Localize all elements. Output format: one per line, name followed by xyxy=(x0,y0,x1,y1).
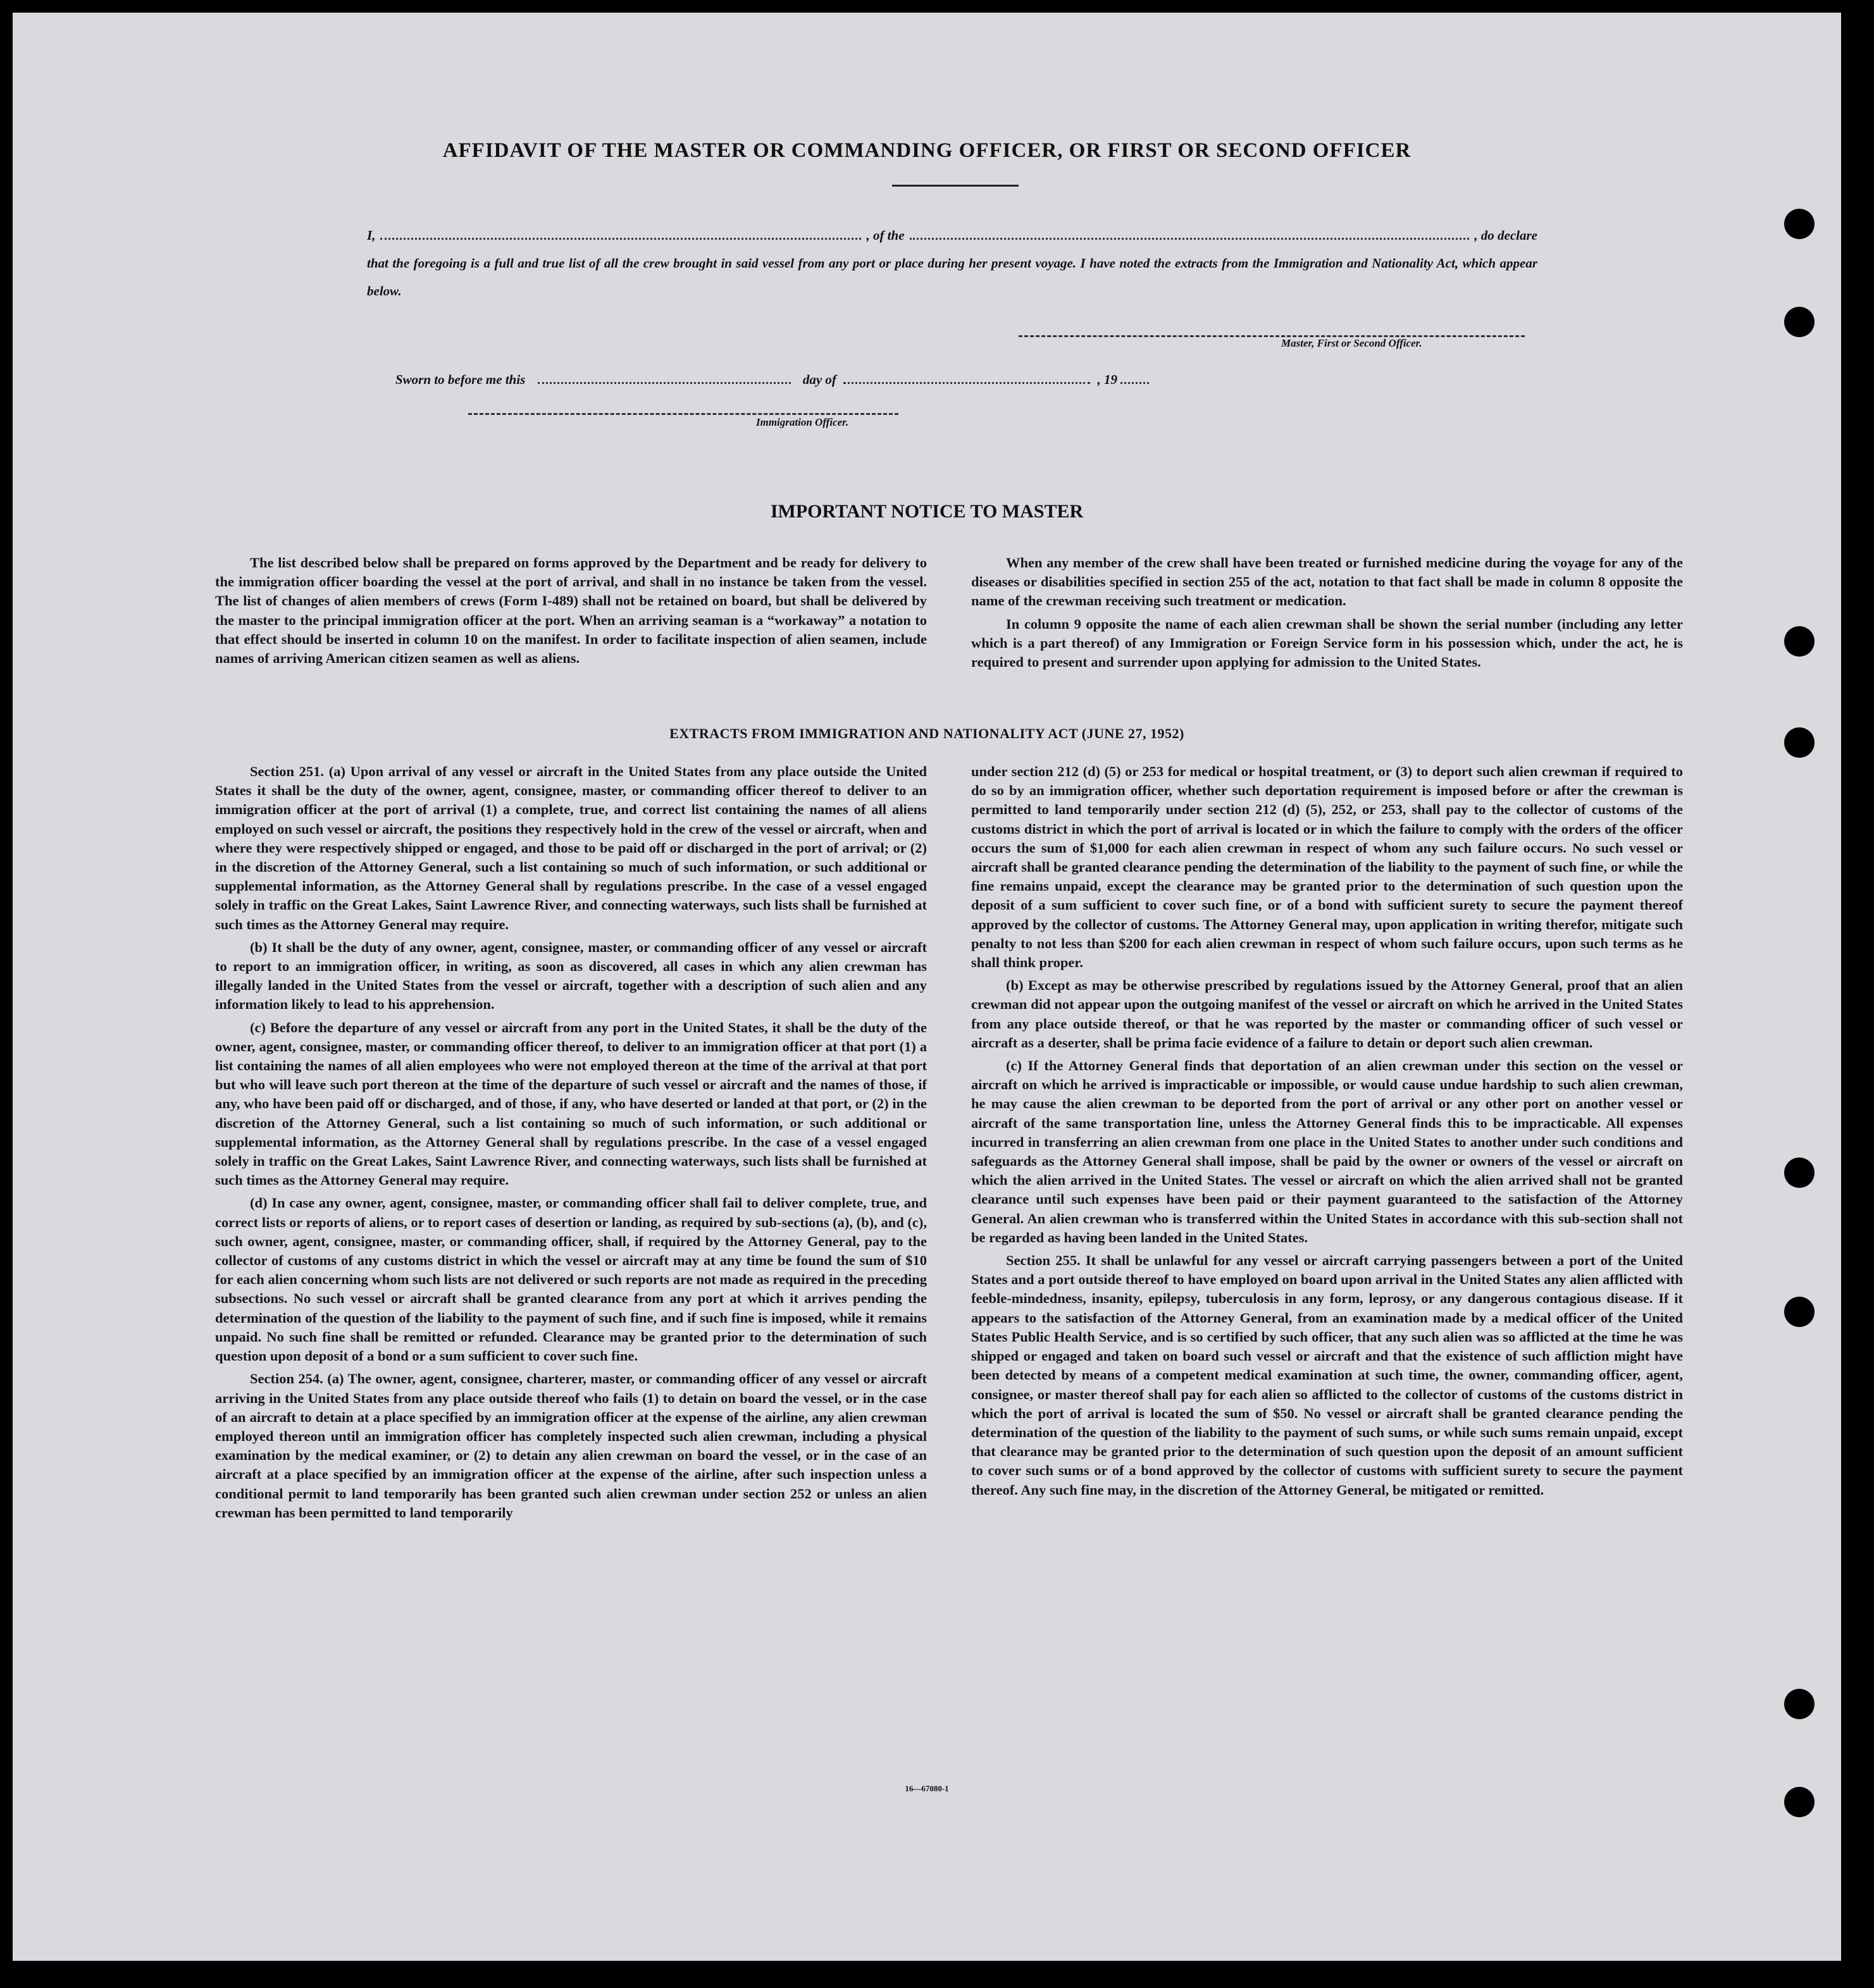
vessel-name-field[interactable] xyxy=(910,223,1470,240)
declaration-text: that the foregoing is a full and true list of all the crew brought in said vessel from any port or place during her present voyage. I have noted the extracts from the Immigration and Nationality Act, which appear below. xyxy=(367,256,1537,299)
notice-left-paragraph: The list described below shall be prepared on forms approved by the Department and be ready for delivery to the immigration officer boarding the vessel at the port of arrival, and shall in no instance be taken from the vessel. The list of changes of alien members of crews (Form I-489) shall not be retained on board, but shall be delivered by the master to the principal immigration officer at the port. When an arriving seaman is a “workaway” a notation to that effect should be inserted in column 10 on the manifest. In order to facilitate inspection of alien seamen, include names of arriving American citizen seamen as well as aliens. xyxy=(215,555,927,667)
section-254-a: Section 254. (a) The owner, agent, consignee, charterer, master, or commanding officer of any vessel or aircraft arriving in the United States from any place outside thereof who fails (1) to detain on board the vessel, or in the case of an aircraft to detain at a place specified by an immigration officer at the expense of the airline, any alien crewman employed thereon until an immigration officer has completely inspected such alien crewman, including a physical examination by the medical examiner, or (2) to detain any alien crewman on board the vessel, or in the case of an aircraft at a place specified by an immigration officer at the expense of the airline, after such inspection unless a conditional permit to land temporarily has been granted such alien crewman under section 252 or unless an alien crewman has been permitted to land temporarily xyxy=(215,1371,927,1521)
notice-title: IMPORTANT NOTICE TO MASTER xyxy=(770,501,1084,522)
notice-left-column xyxy=(215,553,927,672)
sworn-day-field[interactable] xyxy=(538,367,791,384)
punch-hole xyxy=(1784,1689,1815,1719)
sworn-year-field[interactable] xyxy=(1120,367,1149,384)
punch-hole xyxy=(1784,209,1815,239)
do-declare-label: , do declare xyxy=(1474,228,1537,243)
declarant-name-field[interactable] xyxy=(380,223,861,240)
section-255: Section 255. It shall be unlawful for any vessel or aircraft carrying passengers between a port of the United States and a port outside thereof to have employed on board upon arrival in the United States any alien afflicted with feeble-mindedness, insanity, epilepsy, tuberculosis in any form, leprosy, or any dangerous contagious disease. If it appears to the satisfaction of the Attorney General, from an examination made by a medical officer of the United States Public Health Service, and is so certified by such officer, that any such alien was so afflicted at the time he was shipped or engaged and taken on board such vessel or aircraft and that the existence of such affliction might have been detected by means of a competent medical examination at such time, the owner, commanding officer, agent, consignee, or master thereof shall pay for each alien so afflicted to the collector of customs of the customs district in which the port of arrival is located the sum of $50. No vessel or aircraft shall be granted clearance pending the determination of the question of the liability to the payment of such sums, or while such sums remain unpaid, except that clearance may be granted prior to the determination of such question upon the deposit of an amount sufficient to cover such sums or of a bond approved by the collector of customs with sufficient surety to secure the payment thereof. Any such fine may, in the discretion of the Attorney General, be mitigated or remitted. xyxy=(971,1252,1683,1498)
extracts-left-column xyxy=(215,762,927,1526)
extracts-right-column xyxy=(971,762,1683,1503)
i-label: I, xyxy=(367,228,376,243)
officer-signature-field[interactable] xyxy=(468,412,898,415)
punch-hole xyxy=(1784,307,1815,337)
affidavit-title: AFFIDAVIT OF THE MASTER OR COMMANDING OFFICER, OR FIRST OR SECOND OFFICER xyxy=(442,139,1412,162)
master-signature-label: Master, First or Second Officer. xyxy=(1281,337,1422,349)
declarant-row xyxy=(367,221,1537,249)
master-signature-field[interactable] xyxy=(1019,334,1525,337)
section-254-b: (b) Except as may be otherwise prescribed by regulations issued by the Attorney General, proof that an alien crewman did not appear upon the outgoing manifest of the vessel or aircraft on which he arrived in the United States from any place outside thereof, or that he was reported by the master or commanding officer of such vessel or aircraft as a deserter, shall be prima facie evidence of a failure to detain or deport such alien crewman. xyxy=(971,977,1683,1051)
punch-hole xyxy=(1784,626,1815,657)
punch-hole xyxy=(1784,1297,1815,1327)
sworn-month-field[interactable] xyxy=(843,367,1090,384)
section-254-a-continued: under section 212 (d) (5) or 253 for medical or hospital treatment, or (3) to deport such alien crewman if required to do so by an immigration officer, whether such deportation requirement is imposed before or after the crewman is permitted to land temporarily under section 212 (d) (5), 252, or 253, shall pay to the collector of customs of the customs district in which the port of arrival is located or in which the failure to comply with the orders of the officer occurs the sum of $1,000 for each alien crewman in respect of whom any such failure occurs. No such vessel or aircraft shall be granted clearance pending the determination of the liability to the payment of such fine, or while the fine remains unpaid, except the clearance may be granted prior to the determination of such question upon the deposit of a sum sufficient to cover such fine, or of a bond with sufficient surety to secure the payment thereof approved by the collector of customs. The Attorney General may, upon application in writing therefor, mitigate such penalty to not less than $200 for each alien crewman in respect of whom such failure occurs, upon such terms as he shall think proper. xyxy=(971,763,1683,971)
of-the-label: , of the xyxy=(866,228,905,243)
section-251-b: (b) It shall be the duty of any owner, agent, consignee, master, or commanding officer of any vessel or aircraft to report to an immigration officer, in writing, as soon as discovered, all cases in which any alien crewman has illegally landed in the United States from the vessel or aircraft, together with a description of such alien and any information likely to lead to his apprehension. xyxy=(215,939,927,1013)
sworn-day-of-label: day of xyxy=(802,372,836,387)
affidavit-block xyxy=(367,221,1537,305)
notice-right-paragraph-2: In column 9 opposite the name of each alien crewman shall be shown the serial number (including any letter which is a part thereof) of any Immigration or Foreign Service form in his possession which, under the act, he is required to present and surrender upon applying for admission to the United States. xyxy=(971,615,1683,670)
section-251-d: (d) In case any owner, agent, consignee, master, or commanding officer shall fail to deliver complete, true, and correct lists or reports of aliens, or to report cases of desertion or landing, as required by sub-sections (a), (b), and (c), such owner, agent, consignee, master, or commanding officer, shall, if required by the Attorney General, pay to the collector of customs of any customs district in which the vessel or aircraft may at any time be found the sum of $10 for each alien concerning whom such lists are not delivered or such reports are not made as required in the preceding subsections. No such vessel or aircraft shall be granted clearance from any port at which it arrives pending the determination of the question of the liability to the payment of such fine, and if such fine is imposed, while it remains unpaid. No such fine shall be remitted or refunded. Clearance may be granted prior to the determination of such question upon deposit of a bond or a sum sufficient to cover such fine. xyxy=(215,1195,927,1364)
officer-signature-label: Immigration Officer. xyxy=(756,416,849,428)
section-251-a: Section 251. (a) Upon arrival of any vessel or aircraft in the United States from any place outside the United States it shall be the duty of the owner, agent, consignee, master, or commanding officer thereof to deliver to an immigration officer at the port of arrival (1) a complete, true, and correct list containing the names of all aliens employed on such vessel or aircraft, the positions they respectively hold in the crew of the vessel or aircraft, when and where they were respectively shipped or engaged, and those to be paid off or discharged in the port of arrival; or (2) in the discretion of the Attorney General, such a list containing so much of such information, or such additional or supplemental information, as the Attorney General shall by regulations prescribe. In the case of a vessel engaged solely in traffic on the Great Lakes, Saint Lawrence River, and connecting waterways, such lists shall be furnished at such times as the Attorney General may require. xyxy=(215,763,927,932)
title-divider xyxy=(892,185,1019,187)
section-254-c: (c) If the Attorney General finds that deportation of an alien crewman under this section on the vessel or aircraft on which he arrived is impracticable or impossible, or would cause undue hardship to such alien crewman, he may cause the alien crewman to be deported from the port of arrival or any other port on another vessel or aircraft of the same transportation line, unless the Attorney General finds this to be impracticable. All expenses incurred in transferring an alien crewman from one place in the United States to another under such conditions and safeguards as the Attorney General shall impose, shall be paid by the owner or owners of the vessel or aircraft on which the alien arrived in the United States. The vessel or aircraft on which the alien arrived shall not be granted clearance until such expenses have been paid or their payment guaranteed to the satisfaction of the Attorney General. An alien crewman who is transferred within the United States in accordance with this sub-section shall not be regarded as having been landed in the United States. xyxy=(971,1058,1683,1245)
notice-right-paragraph-1: When any member of the crew shall have been treated or furnished medicine during the voyage for any of the diseases or disabilities specified in section 255 of the act, notation to that fact shall be made in column 8 opposite the name of the crewman receiving such treatment or medication. xyxy=(971,555,1683,609)
extracts-title: EXTRACTS FROM IMMIGRATION AND NATIONALITY ACT (JUNE 27, 1952) xyxy=(669,725,1184,741)
punch-hole xyxy=(1784,1158,1815,1188)
sworn-year-label: , 19 xyxy=(1097,372,1117,387)
form-code: 16—67080-1 xyxy=(905,1784,949,1793)
sworn-row xyxy=(395,367,1281,388)
sworn-prefix: Sworn to before me this xyxy=(395,372,526,387)
form-page xyxy=(13,13,1841,1961)
notice-right-column xyxy=(971,553,1683,676)
section-251-c: (c) Before the departure of any vessel or aircraft from any port in the United States, it shall be the duty of the owner, agent, consignee, master, or commanding officer thereof, to deliver to an immigration officer at that port (1) a list containing the names of all alien employees who were not employed thereon at the time of the arrival at that port but who will leave such port thereon at the time of the departure of such vessel or aircraft and the names of those, if any, who have been paid off or discharged, and of those, if any, who have deserted or landed at that port, or (2) in the discretion of the Attorney General, such a list containing so much of such information, or such additional or supplemental information, as the Attorney General shall by regulations prescribe. In the case of a vessel engaged solely in traffic on the Great Lakes, Saint Lawrence River, and connecting waterways, such lists shall be furnished at such times as the Attorney General may require. xyxy=(215,1019,927,1188)
